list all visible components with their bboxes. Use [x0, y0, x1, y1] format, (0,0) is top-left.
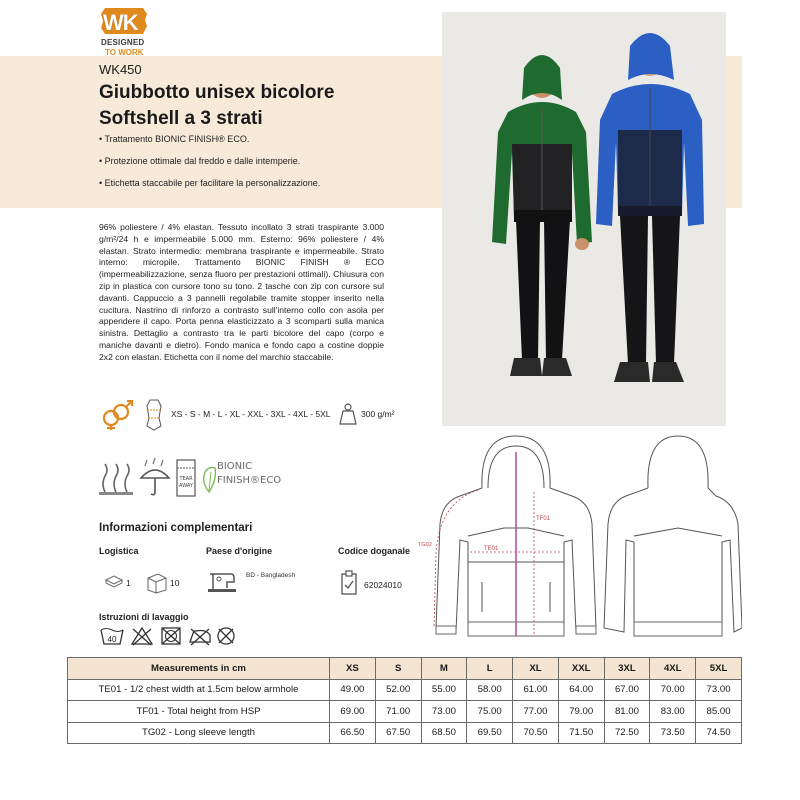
product-title-line2: Softshell a 3 strati — [99, 108, 263, 129]
no-tumble-dry-icon — [162, 628, 180, 644]
header-cell: 3XL — [604, 658, 650, 680]
man-model — [596, 33, 704, 382]
table-cell: 73.00 — [421, 701, 467, 723]
fabric-weight: 300 g/m² — [361, 409, 395, 419]
weight-icon — [339, 402, 357, 426]
sizes-row — [99, 398, 429, 434]
table-row — [68, 701, 742, 723]
table-cell: 81.00 — [604, 701, 650, 723]
logo-wk-text: WK — [103, 10, 138, 35]
header-cell: 5XL — [696, 658, 742, 680]
bullet-item: • Trattamento BIONIC FINISH® ECO. — [99, 134, 250, 144]
table-cell: 75.00 — [467, 701, 513, 723]
header-cell: Measurements in cm — [68, 658, 330, 680]
unisex-icon — [99, 400, 135, 430]
table-cell: 70.00 — [650, 679, 696, 701]
sizes-list: XS - S - M - L - XL - XXL - 3XL - 4XL - 5XL — [171, 409, 331, 419]
te01-label: TE01 — [484, 546, 499, 552]
table-cell: 64.00 — [558, 679, 604, 701]
table-cell: 85.00 — [696, 701, 742, 723]
wash-temp-text: 40 — [107, 635, 117, 644]
product-sku: WK450 — [99, 62, 142, 77]
info-title: Informazioni complementari — [99, 522, 253, 534]
umbrella-icon — [139, 458, 171, 498]
breathable-icon — [99, 460, 133, 498]
table-cell: 72.50 — [604, 722, 650, 744]
row-label: TF01 - Total height from HSP — [68, 701, 330, 723]
clipboard-icon — [340, 570, 358, 596]
brand-logo — [99, 6, 159, 56]
origin-label: Paese d'origine — [206, 546, 273, 556]
header-cell: XL — [513, 658, 559, 680]
feature-icons — [99, 458, 289, 502]
table-cell: 77.00 — [513, 701, 559, 723]
table-cell: 71.50 — [558, 722, 604, 744]
table-cell: 69.50 — [467, 722, 513, 744]
table-cell: 66.50 — [330, 722, 376, 744]
table-row — [68, 679, 742, 701]
bionic-line1: BIONIC — [217, 461, 253, 472]
header-cell: XS — [330, 658, 376, 680]
bullet-item: • Etichetta staccabile per facilitare la personalizzazione. — [99, 178, 321, 188]
logistics-qty-single: 1 — [126, 578, 131, 588]
leaf-icon — [201, 464, 217, 494]
header-cell: XXL — [558, 658, 604, 680]
table-row — [68, 722, 742, 744]
table-cell: 55.00 — [421, 679, 467, 701]
table-cell: 79.00 — [558, 701, 604, 723]
logo-designed-text: DESIGNED — [101, 38, 145, 47]
care-symbols — [100, 626, 240, 646]
table-cell: 49.00 — [330, 679, 376, 701]
product-photo — [442, 12, 726, 426]
product-description: 96% poliestere / 4% elastan. Tessuto incollato 3 strati traspirante 3.000 g/m²/24 h e impermeabile 5.000 mm. Esterno: 96% poliestere / 4% elastan. Strato intermedio: membrana traspirante e impermeabile. Strato interno: micropile. Trattamento BIONIC FINISH ® ECO (impermeabilizzazione, senza fluoro per prestazioni ottimali). Chiusura con zip in plastica con cursore tono su tono. 2 tasche con zip con cursore sul davanti. Cappuccio a 3 pannelli regolabile tramite stopper inserito nella cucitura. Nastrino di rinforzo a contrasto sull'interno collo con asola per appendere il capo. Porta penna elasticizzato a 3 scomparti sulla manica sinistra. Dettaglio a contrasto tra le parti bicolore del capo (corpo e maniche davanti e dietro). Fondo manica e fondo capo a costine doppie 2x2 con elastan. Etichetta con il nome del marchio staccabile. — [99, 222, 384, 362]
header-cell: M — [421, 658, 467, 680]
table-cell: 83.00 — [650, 701, 696, 723]
table-cell: 69.00 — [330, 701, 376, 723]
tear-away-label-icon — [175, 458, 197, 498]
table-cell: 67.00 — [604, 679, 650, 701]
header-cell: 4XL — [650, 658, 696, 680]
origin-value: BD - Bangladesh — [246, 572, 296, 579]
bionic-finish-label — [217, 460, 281, 488]
washing-label: Istruzioni di lavaggio — [99, 612, 189, 622]
single-pack-icon — [104, 574, 124, 588]
carton-box-icon — [146, 572, 168, 594]
table-cell: 58.00 — [467, 679, 513, 701]
no-iron-icon — [190, 629, 210, 645]
row-label: TE01 - 1/2 chest width at 1.5cm below armhole — [68, 679, 330, 701]
table-cell: 61.00 — [513, 679, 559, 701]
measurements-table — [67, 657, 742, 744]
tf01-label: TF01 — [536, 516, 551, 522]
table-cell: 52.00 — [375, 679, 421, 701]
table-cell: 67.50 — [375, 722, 421, 744]
jacket-back-drawing — [604, 436, 742, 636]
customs-value: 62024010 — [364, 580, 402, 590]
no-dry-clean-icon — [218, 628, 234, 644]
no-bleach-icon — [132, 628, 152, 645]
product-title-line1: Giubbotto unisex bicolore — [99, 82, 335, 103]
models-illustration — [442, 12, 726, 426]
table-cell: 71.00 — [375, 701, 421, 723]
table-cell: 73.00 — [696, 679, 742, 701]
row-label: TG02 - Long sleeve length — [68, 722, 330, 744]
logistics-qty-carton: 10 — [170, 578, 180, 588]
tear-label-text2: AWAY — [179, 483, 193, 489]
technical-drawing — [412, 432, 742, 652]
header-cell: S — [375, 658, 421, 680]
woman-model — [492, 55, 592, 376]
tg02-label: TG02 — [418, 542, 432, 548]
logistics-label: Logistica — [99, 546, 139, 556]
wash-40-icon — [101, 629, 123, 645]
table-cell: 68.50 — [421, 722, 467, 744]
logo-towork-text: TO WORK — [105, 48, 144, 57]
table-cell: 70.50 — [513, 722, 559, 744]
size-mannequin-icon — [143, 398, 165, 432]
tear-label-text1: TEAR — [179, 476, 193, 482]
tg02-measure-line — [434, 490, 478, 628]
sewing-machine-icon — [207, 570, 237, 594]
header-cell: L — [467, 658, 513, 680]
bullet-item: • Protezione ottimale dal freddo e dalle intemperie. — [99, 156, 301, 166]
table-header-row — [68, 658, 742, 680]
bionic-line2: FINISH®ECO — [217, 475, 282, 486]
customs-label: Codice doganale — [338, 546, 411, 556]
table-cell: 73.50 — [650, 722, 696, 744]
table-cell: 74.50 — [696, 722, 742, 744]
